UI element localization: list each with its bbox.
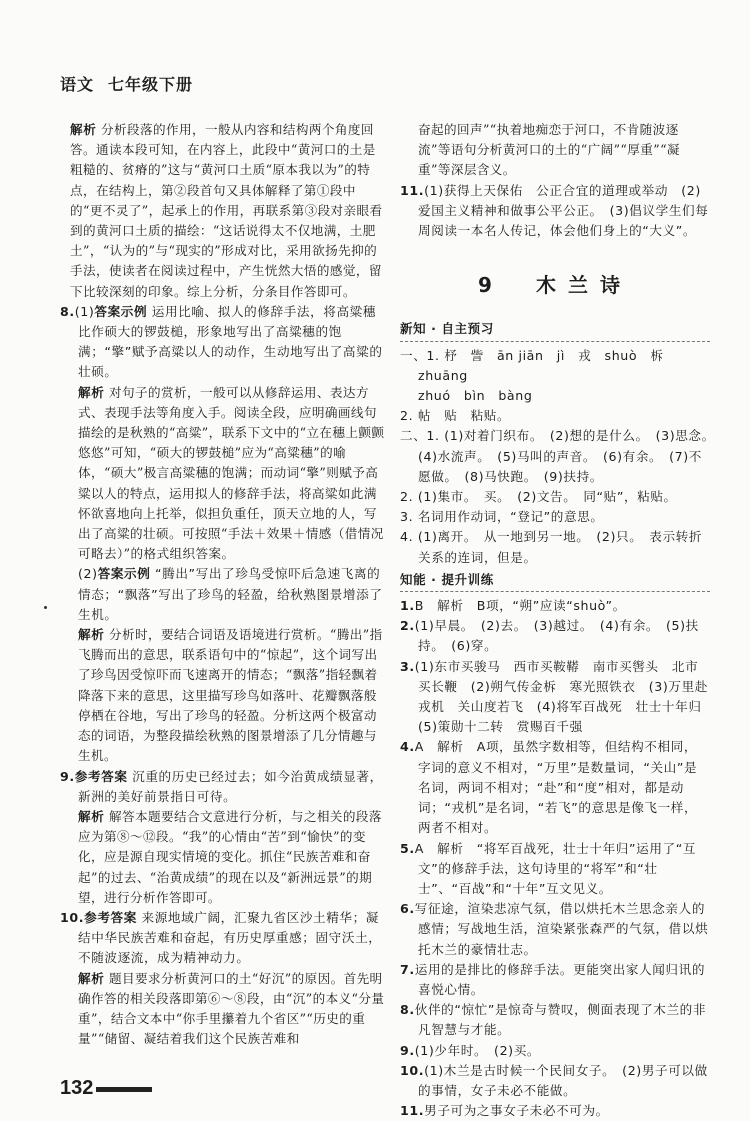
training-3: 3.(1)东市买骏马 西市买鞍鞯 南市买辔头 北市买长鞭 (2)朔气传金柝 寒光照铁衣 (3)万里赴戎机 关山度若飞 (4)将军百战死 壮士十年归 (5)策勋十二转 赏赐百千强 [400, 658, 715, 735]
analysis-paragraph: 解析 分析段落的作用，一般从内容和结构两个角度回答。通读本段可知，在内容上，此段中“黄河口的土是粗糙的、贫瘠的”这与“黄河口土质“原本我以为”的特点，在结构上，第②段首句又具体解释了第①段中的“更不灵了”，起承上的作用，再联系第③段对亲眼看到的黄河口土质的描绘：“这话说得太不仅地满，土肥土”，“认为的”与“现实的”形成对比，采用欲扬先抑的手法，使读者在阅读过程中，产生恍然大悟的感觉，留下比较深刻的印象。综上分析，分条目作答即可。 [70, 122, 383, 299]
answer-11: 11.(1)获得上天保佑 公正合宜的道理或举动 (2)爱国主义精神和做事公平公正。 (3)倡议学生们每周阅读一本名人传记，体会他们身上的“大义”。 [400, 182, 709, 239]
training-11: 11.男子可为之事女子未必不可为。 [400, 1103, 609, 1119]
preview-1-1-cont: zhuó bìn bàng [418, 388, 533, 404]
training-7: 7.运用的是排比的修辞手法。更能突出家人闻归讯的喜悦心情。 [400, 961, 706, 997]
training-1: 1.B 解析 B项，“朔”应读“shuò”。 [400, 598, 626, 614]
section-heading-preview: 新知 · 自主预习 [400, 319, 710, 341]
training-8: 8.伙伴的“惊忙”是惊奇与赞叹，侧面表现了木兰的非凡智慧与才能。 [400, 1002, 707, 1038]
training-9: 9.(1)少年时。 (2)买。 [400, 1042, 541, 1058]
grade-label: 七年级下册 [108, 75, 194, 94]
training-6: 6.写征途，渲染悲凉气氛，借以烘托木兰思念亲人的感情；写战地生活，渲染紧张森严的气氛，借以烘托木兰的豪情壮志。 [400, 901, 709, 957]
analysis-8-2: 解析 分析时，要结合词语及语境进行赏析。“腾出”指飞腾而出的意思，联系语句中的“惊起”，这个词写出了珍鸟因受惊吓而飞速离开的情态；“飘落”指轻飘着降落下来的意思，这里描写珍鸟如落叶、花瓣飘落般停栖在谷地，写出了珍鸟的轻盈。分析这两个极富动态的词语，为整段描绘秋熟的图景增添了几分情趣与生机。 [78, 627, 383, 764]
training-5: 5.A 解析 “将军百战死，壮士十年归”运用了“互文”的修辞手法，这句诗里的“将军”和“壮士”、“百战”和“十年”互文见义。 [400, 840, 697, 896]
answer-8-2: (2)答案示例 “腾出”写出了珍鸟受惊吓后急速飞离的情态；“飘落”写出了珍鸟的轻盈，给秋熟图景增添了生机。 [78, 566, 383, 622]
subject-label: 语文 [60, 75, 95, 94]
analysis-8-1: 解析 对句子的赏析，一般可以从修辞运用、表达方式、表现手法等角度入手。阅读全段，应明确画线句描绘的是秋熟的“高粱”，联系下文中的“立在穗上颤颤悠悠”可知，“硕大的锣鼓槌”应为“高粱穗”的喻体，“硕大”极言高粱穗的饱满；而动词“擎”则赋予高粱以人的特点，运用拟人的修辞手法，将高粱如此满怀欲喜地向上托举，似担负重任，顶天立地的人，写出了高粱的壮硕。可按照“手法＋效果＋情感（借情况可略去）”的格式组织答案。 [78, 384, 385, 562]
analysis-10-continued: 奋起的回声”“执着地痴恋于河口，不肯随波逐流”等语句分析黄河口的土的“广阔”“厚重”“凝重”等深层含义。 [418, 122, 680, 178]
margin-dot [44, 606, 47, 609]
left-column [60, 120, 388, 1049]
section-heading-training: 知能 · 提升训练 [400, 570, 710, 592]
page-number: 132 [60, 1077, 94, 1099]
page-number-bar [96, 1087, 152, 1092]
training-4: 4.A 解析 A项，虽然字数相等，但结构不相同，字词的意义不相对，“万里”是数量词，“关山”是名词，两词不相对；“赴”和“度”相对，都是动词；“戎机”是名词，“若飞”的意思是像飞一样，两者不相对。 [400, 739, 698, 836]
answer-10: 10.参考答案 来源地域广阔，汇聚九省区沙土精华；凝结中华民族苦难和奋起，有历史厚重感；固守沃土，不随波逐流，成为精神动力。 [60, 909, 382, 966]
training-10: 10.(1)木兰是古时候一个民间女子。 (2)男子可以做的事情，女子未必不能做。 [400, 1062, 708, 1098]
preview-1-2: 2. 帖 贴 粘贴。 [400, 408, 511, 424]
right-column [400, 120, 722, 1121]
training-2: 2.(1)早晨。 (2)去。 (3)越过。 (4)有余。 (5)扶持。 (6)穿。 [400, 618, 699, 654]
analysis-9: 解析 解答本题要结合文意进行分析，与之相关的段落应为第⑧～⑫段。“我”的心情由“苦”到“愉快”的变化，应是源自现实情境的变化。抓住“民族苦难和奋起”的过去、“治黄成绩”的现在以及“新洲远景”的期望，进行分析作答即可。 [78, 808, 382, 905]
page-header [60, 72, 193, 95]
preview-2-4: 4. (1)离开。 从一地到另一地。 (2)只。 表示转折关系的连词，但是。 [400, 529, 703, 565]
preview-2-2: 2. (1)集市。 买。 (2)文告。 同“贴”，粘贴。 [400, 489, 677, 505]
preview-1-1: 一、1. 杼 訾 ān jiān jì 戎 shuò 柝 zhuāng [400, 347, 677, 383]
analysis-10: 解析 题目要求分析黄河口的土“好沉”的原因。首先明确作答的相关段落即第⑥～⑧段，由“沉”的本义“分量重”，结合文本中“你手里攥着九个省区”“历史的重量”“储留、凝结着我们这个民族苦难和 [78, 970, 385, 1047]
answer-9: 9.参考答案 沉重的历史已经过去；如今治黄成绩显著，新洲的美好前景指日可待。 [60, 768, 383, 804]
lesson-title: 9 木兰诗 [478, 273, 632, 298]
answer-8-1: 8.(1)答案示例 运用比喻、拟人的修辞手法，将高粱穗比作硕大的锣鼓槌，形象地写出了高粱穗的饱满；“擎”赋予高粱以人的动作，生动地写出了高粱的壮硕。 [60, 303, 383, 380]
preview-2-3: 3. 名词用作动词，“登记”的意思。 [400, 509, 604, 525]
preview-2-1: 二、1. (1)对着门织布。 (2)想的是什么。 (3)思念。 (4)水流声。 (5)马叫的声音。 (6)有余。 (7)不愿做。 (8)马快跑。 (9)扶持。 [400, 428, 722, 484]
